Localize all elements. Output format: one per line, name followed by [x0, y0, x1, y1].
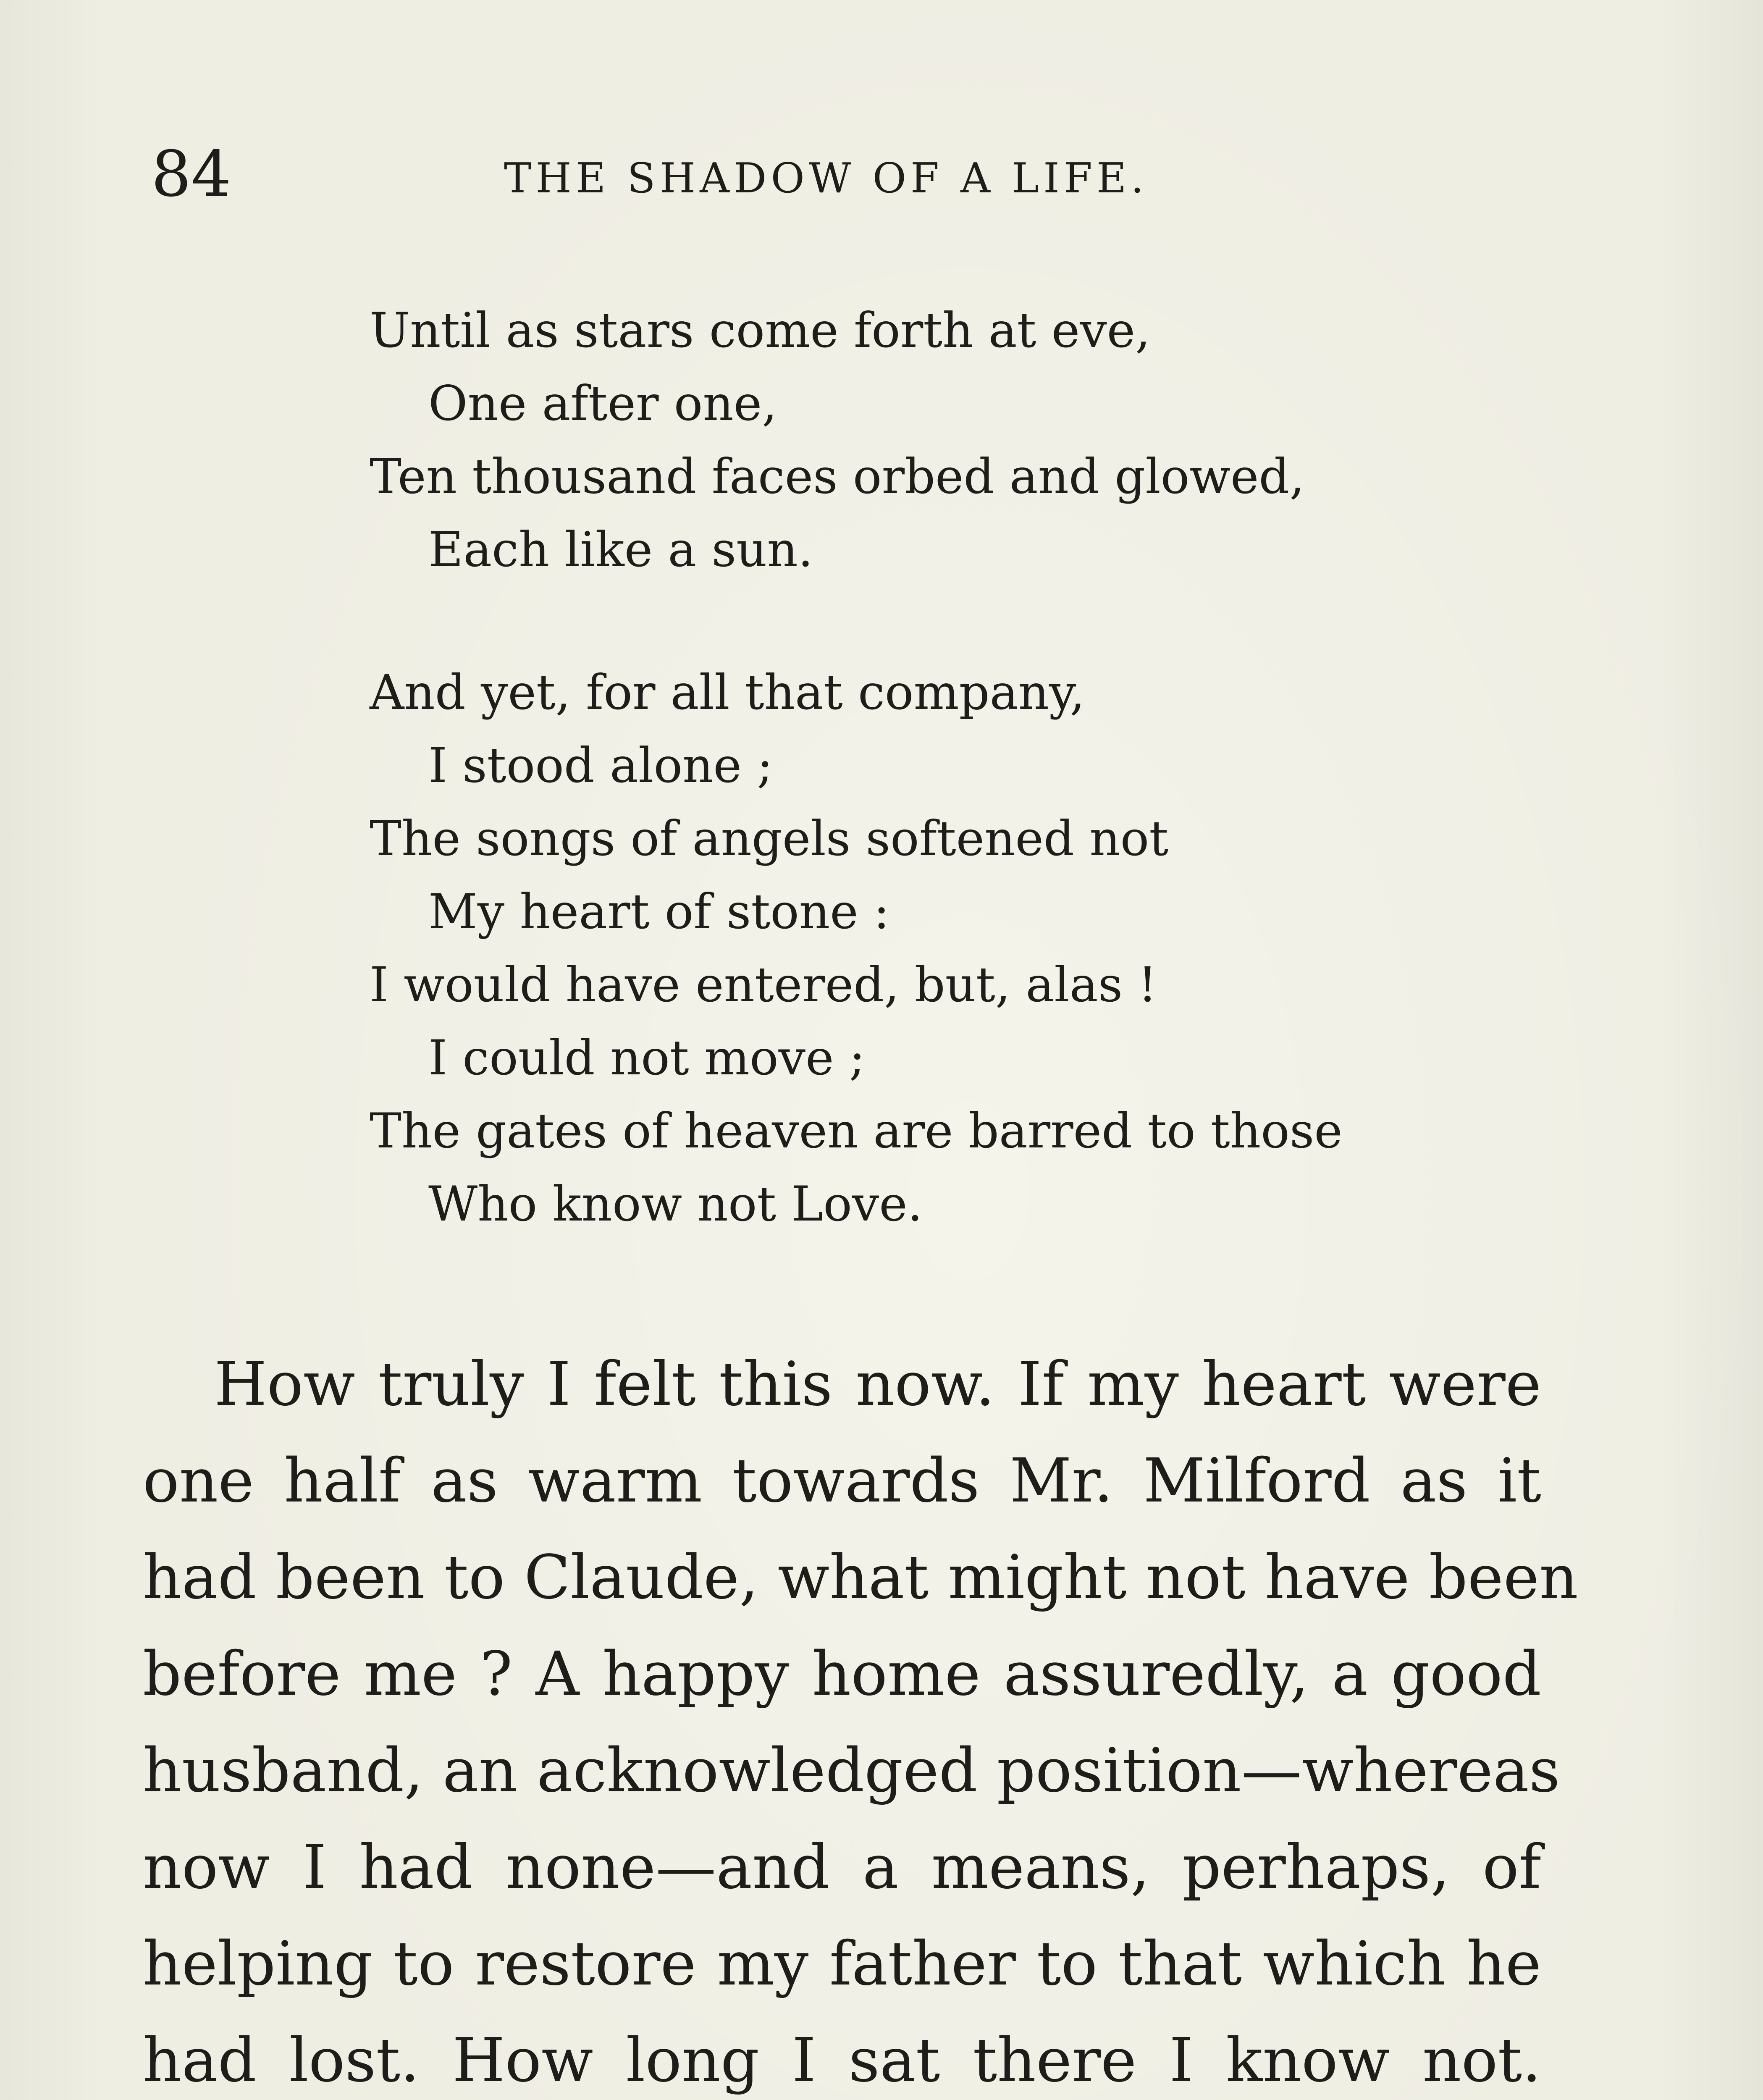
prose-line: husband, an acknowledged position—whereas [143, 1735, 1560, 1806]
verse-line: Until as stars come forth at eve, [370, 302, 1151, 358]
verse-block [370, 294, 1461, 1310]
verse-line: One after one, [428, 375, 777, 431]
prose-line: helping to restore my father to that which he [143, 1928, 1541, 1999]
running-head [151, 138, 1587, 227]
running-title: THE SHADOW OF A LIFE. [504, 155, 1148, 202]
verse-line: And yet, for all that company, [370, 664, 1085, 720]
prose-line: How truly I felt this now. If my heart were [214, 1349, 1541, 1419]
prose-line: now I had none—and a means, perhaps, of [143, 1832, 1541, 1902]
verse-line: I stood alone ; [428, 738, 773, 793]
verse-line: My heart of stone : [428, 884, 890, 940]
verse-line: Ten thousand faces orbed and glowed, [370, 449, 1305, 504]
prose-line: had been to Claude, what might not have been [143, 1542, 1578, 1612]
stanza [370, 656, 1461, 1241]
verse-line: Who know not Love. [428, 1176, 923, 1232]
verse-line: The songs of angels softened not [370, 811, 1169, 866]
stanza [370, 294, 1461, 586]
verse-line: Each like a sun. [428, 522, 813, 578]
prose-line: one half as warm towards Mr. Milford as it [143, 1445, 1541, 1516]
prose-line: before me ? A happy home assuredly, a good [143, 1638, 1541, 1709]
page-number: 84 [151, 138, 231, 211]
verse-line: I could not move ; [428, 1030, 866, 1086]
prose-line: had lost. How long I sat there I know not. [143, 2025, 1541, 2095]
verse-line: The gates of heaven are barred to those [370, 1103, 1343, 1159]
prose-paragraph [143, 1336, 1578, 2100]
verse-line: I would have entered, but, alas ! [370, 957, 1157, 1013]
